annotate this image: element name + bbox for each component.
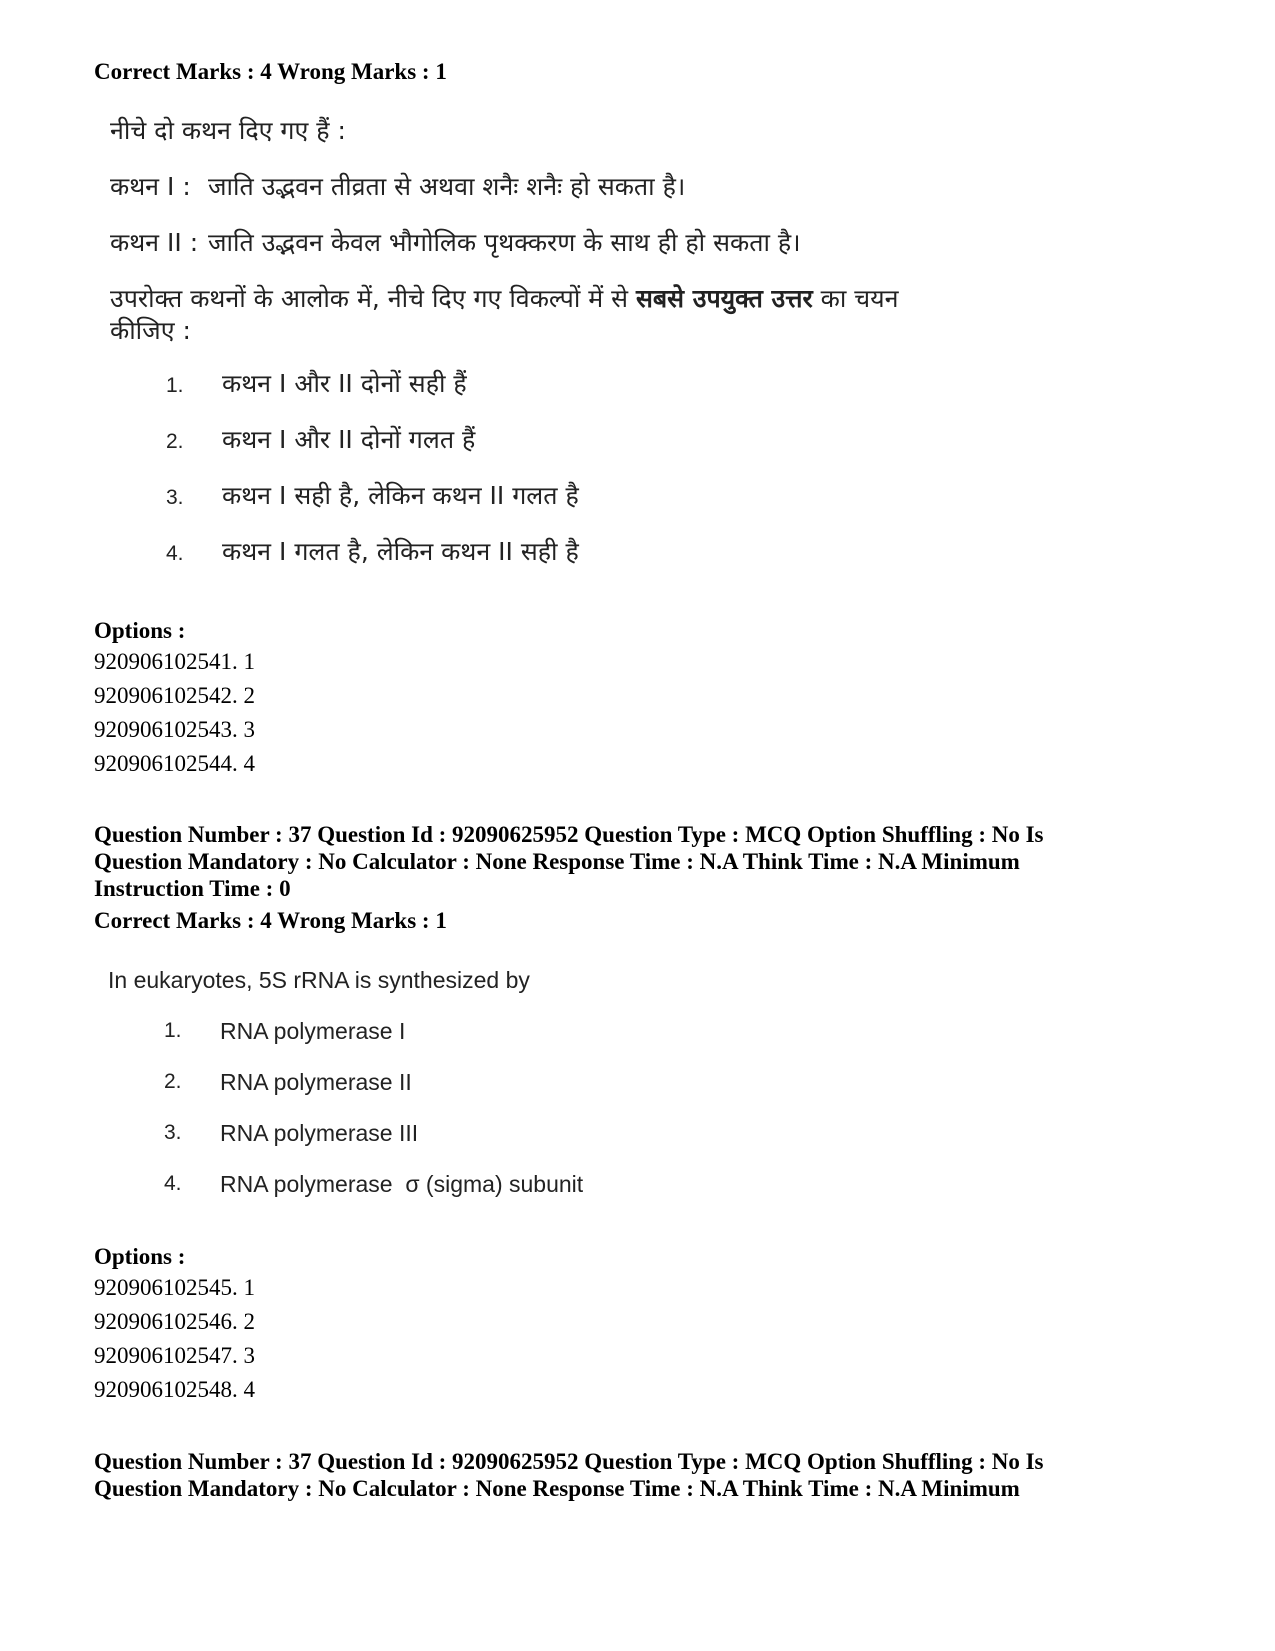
q38-metadata [94, 1448, 1194, 1502]
q36-choice-text: कथन I गलत है, लेकिन कथन II सही है [222, 537, 579, 566]
q36-choice-number: 3. [166, 486, 184, 509]
q37-meta-line: Question Number : 37 Question Id : 92090625952 Question Type : MCQ Option Shuffling : No Is [94, 822, 1044, 847]
q36-choice-number: 1. [166, 374, 184, 397]
q36-choice-text: कथन I सही है, लेकिन कथन II गलत है [222, 481, 579, 510]
option-item: 920906102546. 2 [94, 1309, 255, 1334]
q38-meta-line: Question Number : 37 Question Id : 92090625952 Question Type : MCQ Option Shuffling : No Is [94, 1449, 1044, 1474]
q36-statement-2-label: कथन II : [110, 228, 199, 257]
q37-choice-text: RNA polymerase σ (sigma) subunit [220, 1171, 584, 1197]
q37-meta-line: Instruction Time : 0 [94, 876, 291, 901]
option-item: 920906102545. 1 [94, 1275, 255, 1300]
q36-choice-text: कथन I और II दोनों सही हैं [222, 369, 467, 398]
q37-choice-number: 4. [164, 1172, 182, 1195]
q37-choice-text: RNA polymerase III [220, 1120, 419, 1146]
q36-options-list [94, 645, 494, 781]
q36-instruction [110, 284, 899, 314]
q36-statement-2-text: जाति उद्भवन केवल भौगोलिक पृथक्करण के साथ ही हो सकता है। [208, 228, 801, 257]
option-item: 920906102547. 3 [94, 1343, 255, 1368]
q36-choice-number: 2. [166, 430, 184, 453]
q36-options-label: Options : [94, 618, 186, 643]
q37-options-label: Options : [94, 1244, 186, 1269]
option-item: 920906102544. 4 [94, 751, 255, 776]
q37-options-list [94, 1271, 494, 1407]
q36-choice-text: कथन I और II दोनों गलत हैं [222, 425, 476, 454]
q37-choice-number: 1. [164, 1019, 182, 1042]
q37-choice-text: RNA polymerase I [220, 1018, 406, 1044]
option-item: 920906102541. 1 [94, 649, 255, 674]
q36-marks: Correct Marks : 4 Wrong Marks : 1 [94, 59, 447, 84]
option-item: 920906102543. 3 [94, 717, 255, 742]
q36-instruction-bold: सबसे उपयुक्त उत्तर [636, 284, 813, 313]
q37-choice-text: RNA polymerase II [220, 1069, 412, 1095]
q36-choice-number: 4. [166, 542, 184, 565]
option-item: 920906102542. 2 [94, 683, 255, 708]
q36-instruction-line2: कीजिए : [110, 316, 191, 345]
q37-meta-line: Question Mandatory : No Calculator : None Response Time : N.A Think Time : N.A Minimum [94, 849, 1020, 874]
q36-statement-1-label: कथन I : [110, 172, 191, 201]
option-item: 920906102548. 4 [94, 1377, 255, 1402]
q36-instruction-post: का चयन [812, 284, 899, 313]
q37-choice-number: 3. [164, 1121, 182, 1144]
q37-marks: Correct Marks : 4 Wrong Marks : 1 [94, 908, 447, 933]
q36-statement-1-text: जाति उद्भवन तीव्रता से अथवा शनैः शनैः हो सकता है। [208, 172, 686, 201]
q38-meta-line: Question Mandatory : No Calculator : None Response Time : N.A Think Time : N.A Minimum [94, 1476, 1020, 1501]
q36-instruction-pre: उपरोक्त कथनों के आलोक में, नीचे दिए गए विकल्पों में से [110, 284, 636, 313]
q36-intro: नीचे दो कथन दिए गए हैं : [110, 116, 346, 145]
q37-choice-number: 2. [164, 1070, 182, 1093]
q37-question-text: In eukaryotes, 5S rRNA is synthesized by [108, 967, 530, 993]
q37-metadata [94, 821, 1194, 902]
